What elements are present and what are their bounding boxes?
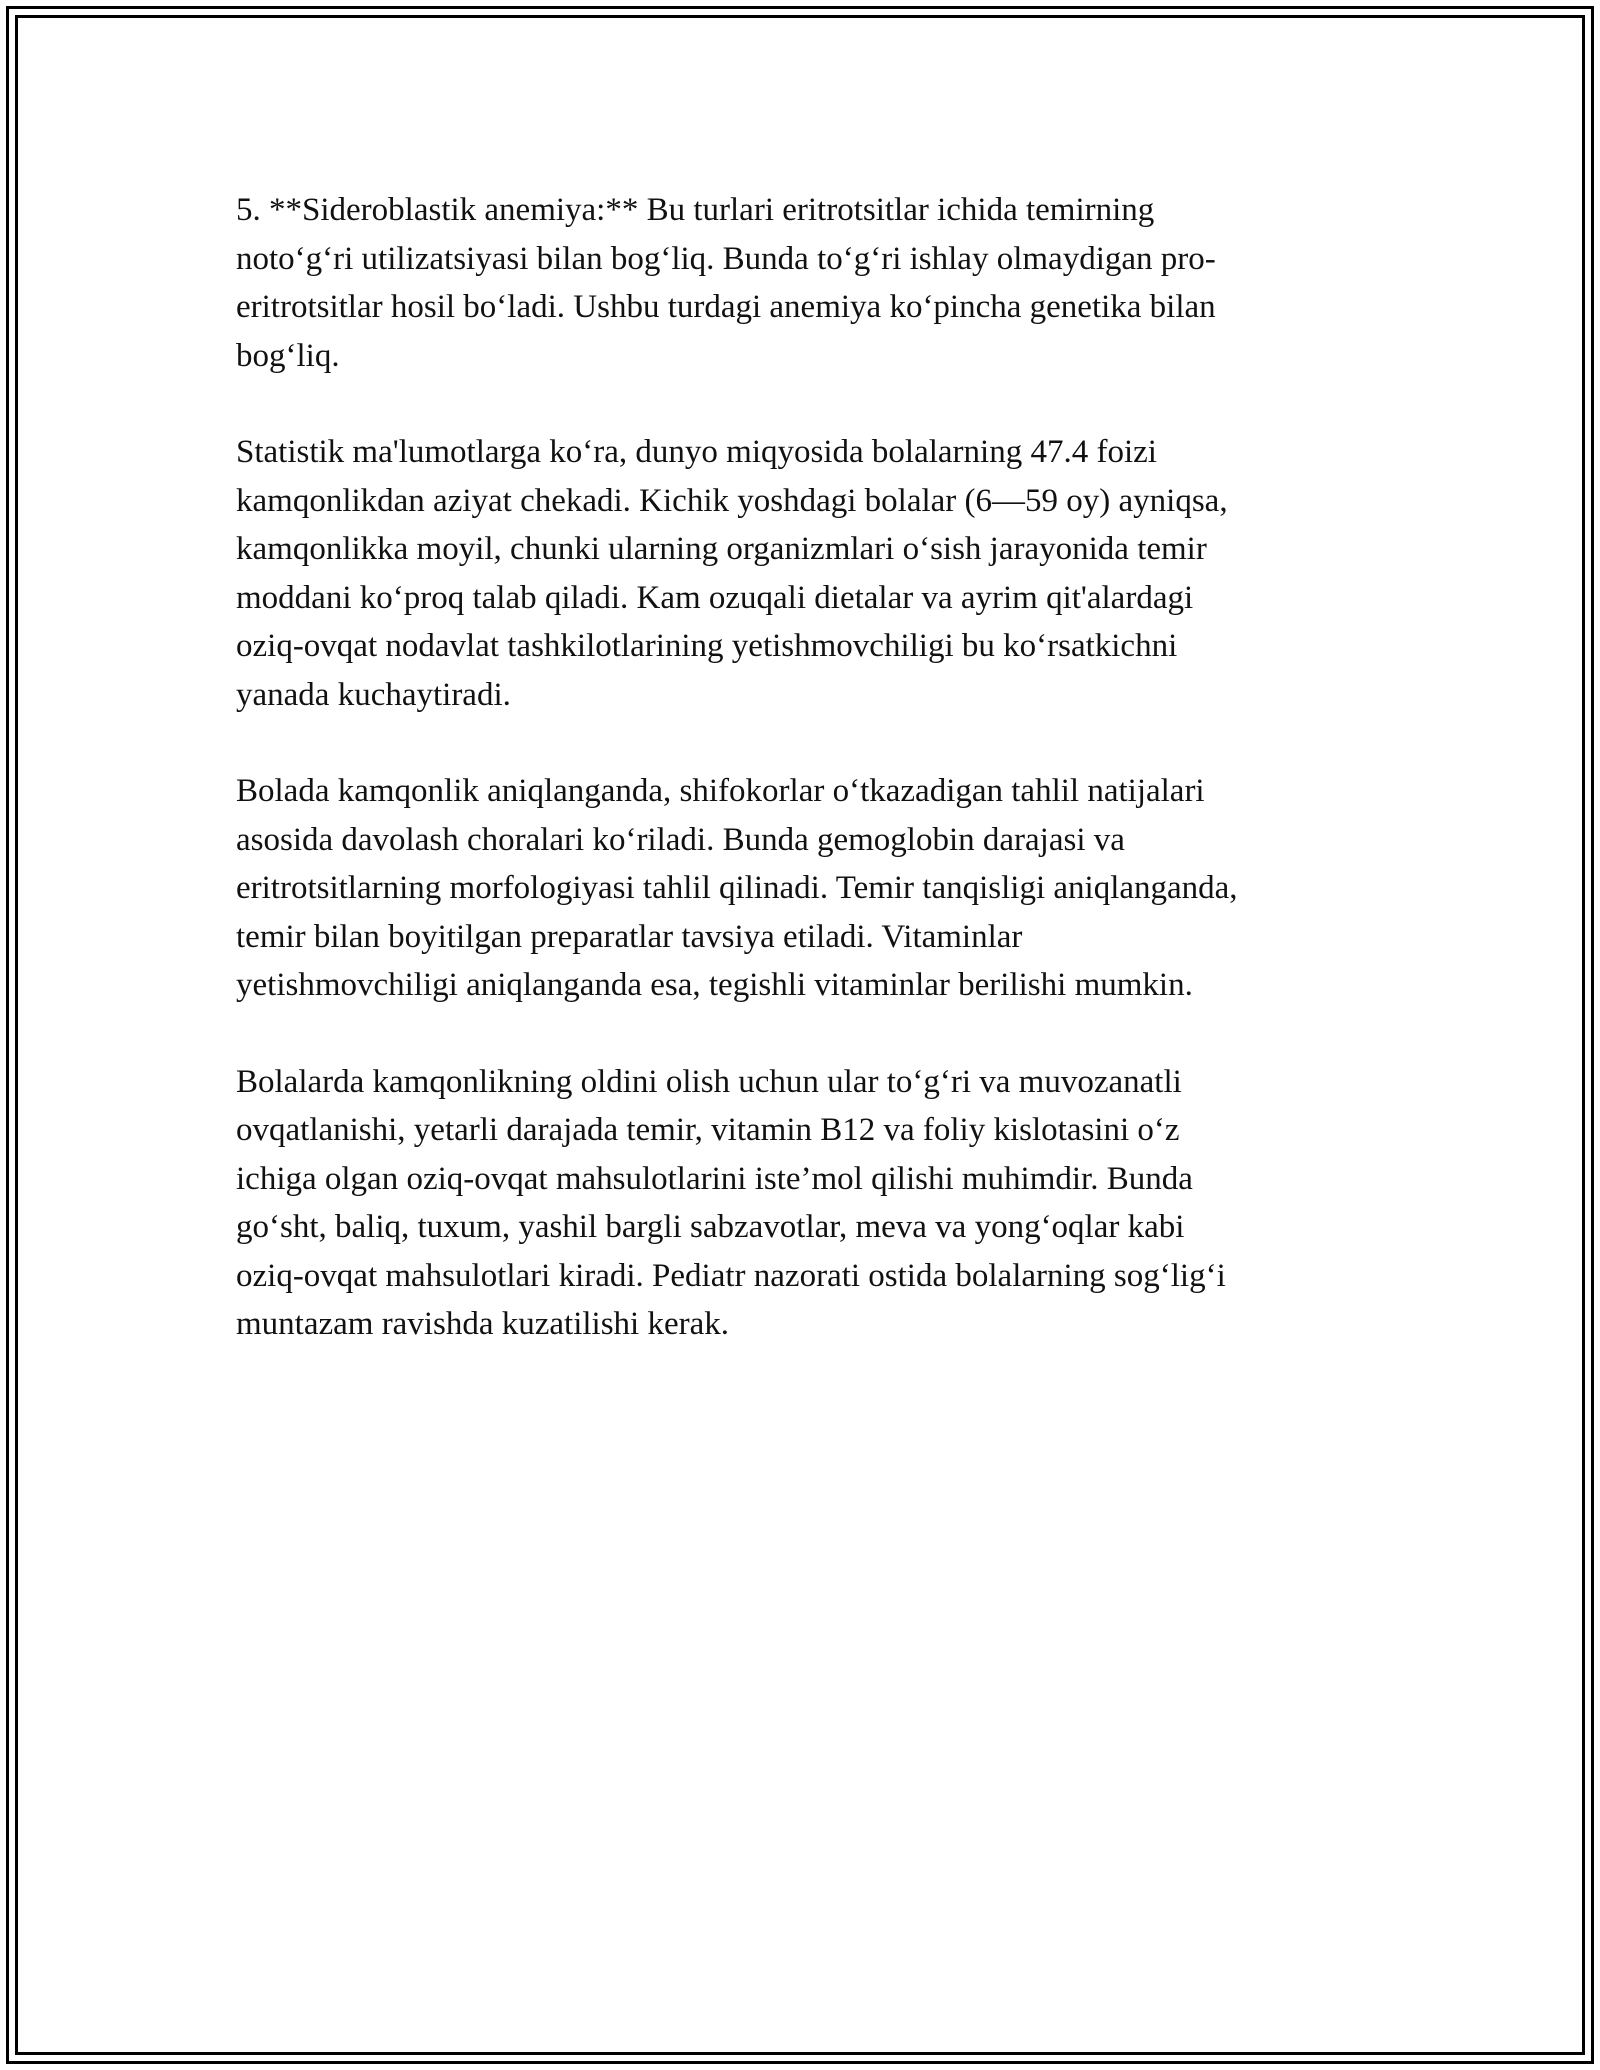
paragraph-diagnosis-treatment: Bolada kamqonlik aniqlanganda, shifokorlar o‘tkazadigan tahlil natijalari asosida davolash choralari ko‘riladi. Bunda gemoglobin darajasi va eritrotsitlarning morfologiyasi tahlil qilinadi. Temir tanqisligi aniqlanganda, temir bilan boyitilgan preparatlar tavsiya etiladi. Vitaminlar yetishmovchiligi aniqlanganda esa, tegishli vitaminlar berilishi mumkin.	[236, 773, 1238, 1003]
paragraph-prevention: Bolalarda kamqonlikning oldini olish uchun ular to‘g‘ri va muvozanatli ovqatlanishi, yetarli darajada temir, vitamin B12 va foliy kislotasini o‘z ichiga olgan oziq-ovqat mahsulotlarini iste’mol qilishi muhimdir. Bunda go‘sht, baliq, tuxum, yashil bargli sabzavotlar, meva va yong‘oqlar kabi oziq-ovqat mahsulotlari kiradi. Pediatr nazorati ostida bolalarning sog‘lig‘i muntazam ravishda kuzatilishi kerak.	[236, 1063, 1226, 1342]
document-body	[236, 186, 1366, 1397]
paragraph-sideroblastic-anemia: 5. **Sideroblastik anemiya:** Bu turlari eritrotsitlar ichida temirning noto‘g‘ri utilizatsiyasi bilan bog‘liq. Bunda to‘g‘ri ishlay olmaydigan pro- eritrotsitlar hosil bo‘ladi. Ushbu turdagi anemiya ko‘pincha genetika bilan bog‘liq.	[236, 192, 1216, 374]
paragraph-statistics: Statistik ma'lumotlarga ko‘ra, dunyo miqyosida bolalarning 47.4 foizi kamqonlikdan aziyat chekadi. Kichik yoshdagi bolalar (6—59 oy) ayniqsa, kamqonlikka moyil, chunki ularning organizmlari o‘sish jarayonida temir moddani ko‘proq talab qiladi. Kam ozuqali dietalar va ayrim qit'alardagi oziq-ovqat nodavlat tashkilotlarining yetishmovchiligi bu ko‘rsatkichni yanada kuchaytiradi.	[236, 434, 1228, 713]
